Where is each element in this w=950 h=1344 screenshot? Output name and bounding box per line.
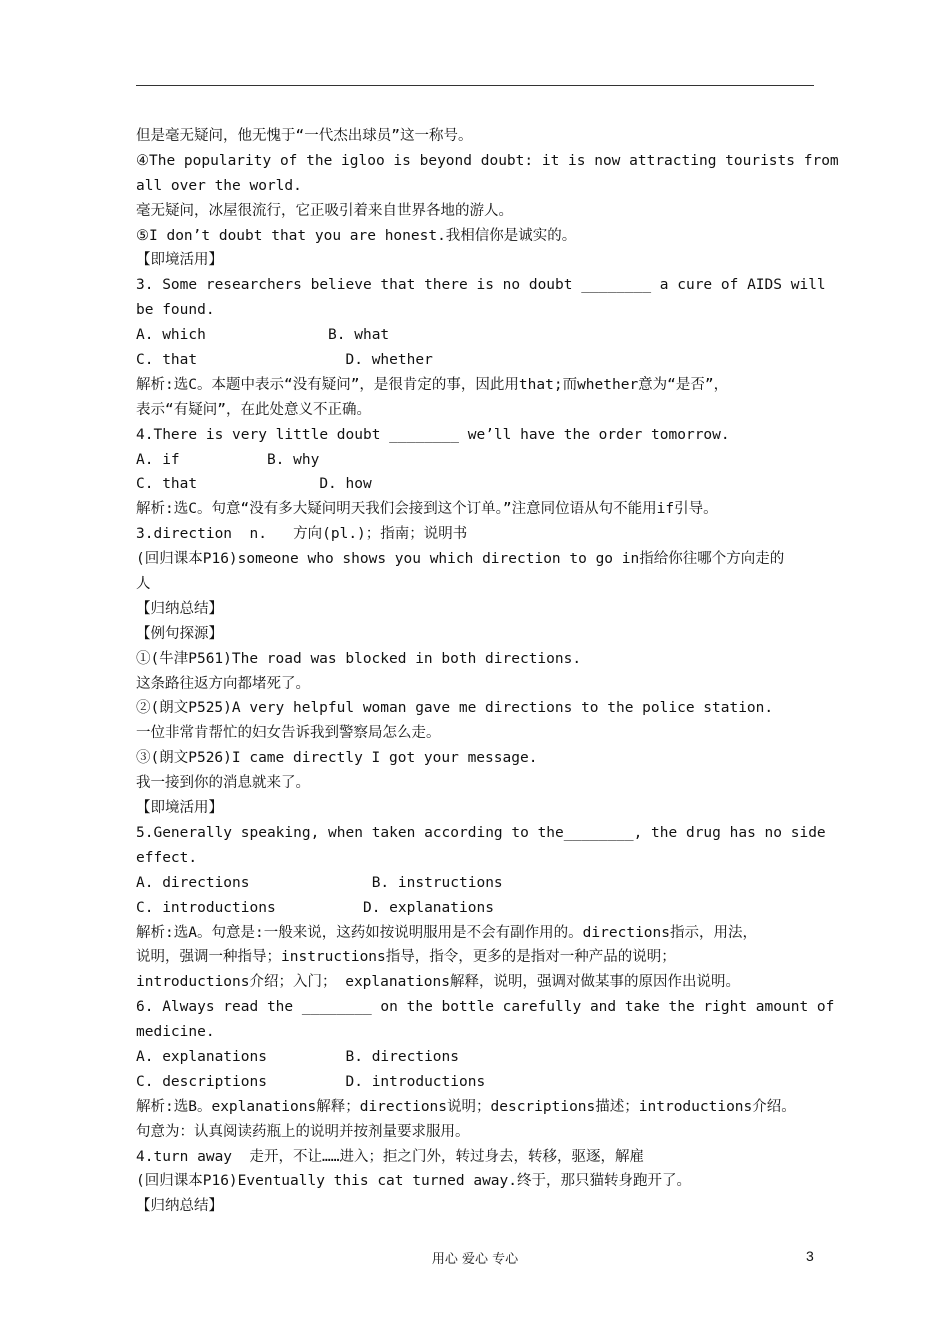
text-line: effect. (136, 849, 198, 866)
text-line: A. if B. why (136, 451, 320, 468)
text-line: 【即境活用】 (136, 800, 223, 817)
text-line: 【归纳总结】 (136, 600, 223, 617)
text-line: 毫无疑问，冰屋很流行，它正吸引着来自世界各地的游人。 (136, 202, 513, 219)
text-line: 但是毫无疑问，他无愧于“一代杰出球员”这一称号。 (136, 128, 473, 144)
text-line: 4.There is very little doubt ________ we’ll have the order tomorrow. (136, 426, 730, 443)
text-line: 6. Always read the ________ on the bottle carefully and take the right amount of (136, 999, 835, 1016)
text-line: C. descriptions D. introductions (136, 1073, 486, 1090)
text-line: 解析:选C。句意“没有多大疑问明天我们会接到这个订单。”注意同位语从句不能用if引导。 (136, 501, 718, 518)
text-line: 【例句探源】 (136, 625, 223, 642)
text-line: ②(朗文P525)A very helpful woman gave me directions to the police station. (136, 700, 774, 717)
text-line: C. that D. whether (136, 352, 433, 369)
text-line: A. explanations B. directions (136, 1048, 460, 1065)
text-line: C. introductions D. explanations (136, 899, 494, 916)
text-line: 4.turn away 走开，不让……进入；拒之门外，转过身去，转移，驱逐，解雇 (136, 1148, 644, 1165)
text-line: introductions介绍；入门； explanations解释，说明，强调对做某事的原因作出说明。 (136, 974, 740, 991)
text-line: ①(牛津P561)The road was blocked in both directions. (136, 650, 582, 667)
text-line: (回归课本P16)someone who shows you which direction to go in指给你往哪个方向走的 (136, 551, 785, 568)
text-line: 3.direction n. 方向(pl.)；指南；说明书 (136, 526, 468, 543)
text-line: A. directions B. instructions (136, 874, 503, 891)
text-line: 3. Some researchers believe that there is no doubt ________ a cure of AIDS will (136, 277, 826, 294)
text-line: ③(朗文P526)I came directly I got your message. (136, 750, 538, 767)
text-line: 我一接到你的消息就来了。 (136, 775, 310, 792)
page-number: 3 (806, 1248, 814, 1264)
text-line: 5.Generally speaking, when taken according to the________, the drug has no side (136, 824, 826, 841)
text-line: 解析:选B。explanations解释；directions说明；descriptions描述；introductions介绍。 (136, 1098, 796, 1115)
text-line: 说明，强调一种指导；instructions指导，指令，更多的是指对一种产品的说明； (136, 949, 676, 966)
text-line: be found. (136, 302, 215, 319)
document-body (136, 124, 839, 1219)
text-line: medicine. (136, 1024, 215, 1041)
text-line: 【归纳总结】 (136, 1198, 223, 1215)
text-line: 【即境活用】 (136, 252, 223, 269)
text-line: 这条路往返方向都堵死了。 (136, 675, 310, 692)
page-footer: 用心 爱心 专心 (431, 1252, 519, 1267)
text-line: 解析:选C。本题中表示“没有疑问”，是很肯定的事，因此用that;而whether意为“是否”， (136, 376, 729, 393)
text-line: 表示“有疑问”，在此处意义不正确。 (136, 401, 371, 418)
text-line: C. that D. how (136, 476, 372, 493)
text-line: 句意为：认真阅读药瓶上的说明并按剂量要求服用。 (136, 1123, 470, 1140)
text-line: 一位非常肯帮忙的妇女告诉我到警察局怎么走。 (136, 725, 441, 742)
text-line: all over the world. (136, 177, 302, 194)
text-line: A. which B. what (136, 327, 390, 344)
text-line: 人 (136, 576, 151, 593)
text-line: ④The popularity of the igloo is beyond doubt: it is now attracting tourists from (136, 152, 839, 169)
text-line: (回归课本P16)Eventually this cat turned away.终于，那只猫转身跑开了。 (136, 1173, 691, 1190)
header-rule (136, 85, 814, 86)
text-line: 解析:选A。句意是:一般来说，这药如按说明服用是不会有副作用的。directions指示，用法， (136, 924, 757, 941)
text-line: ⑤I don’t doubt that you are honest.我相信你是诚实的。 (136, 227, 577, 244)
